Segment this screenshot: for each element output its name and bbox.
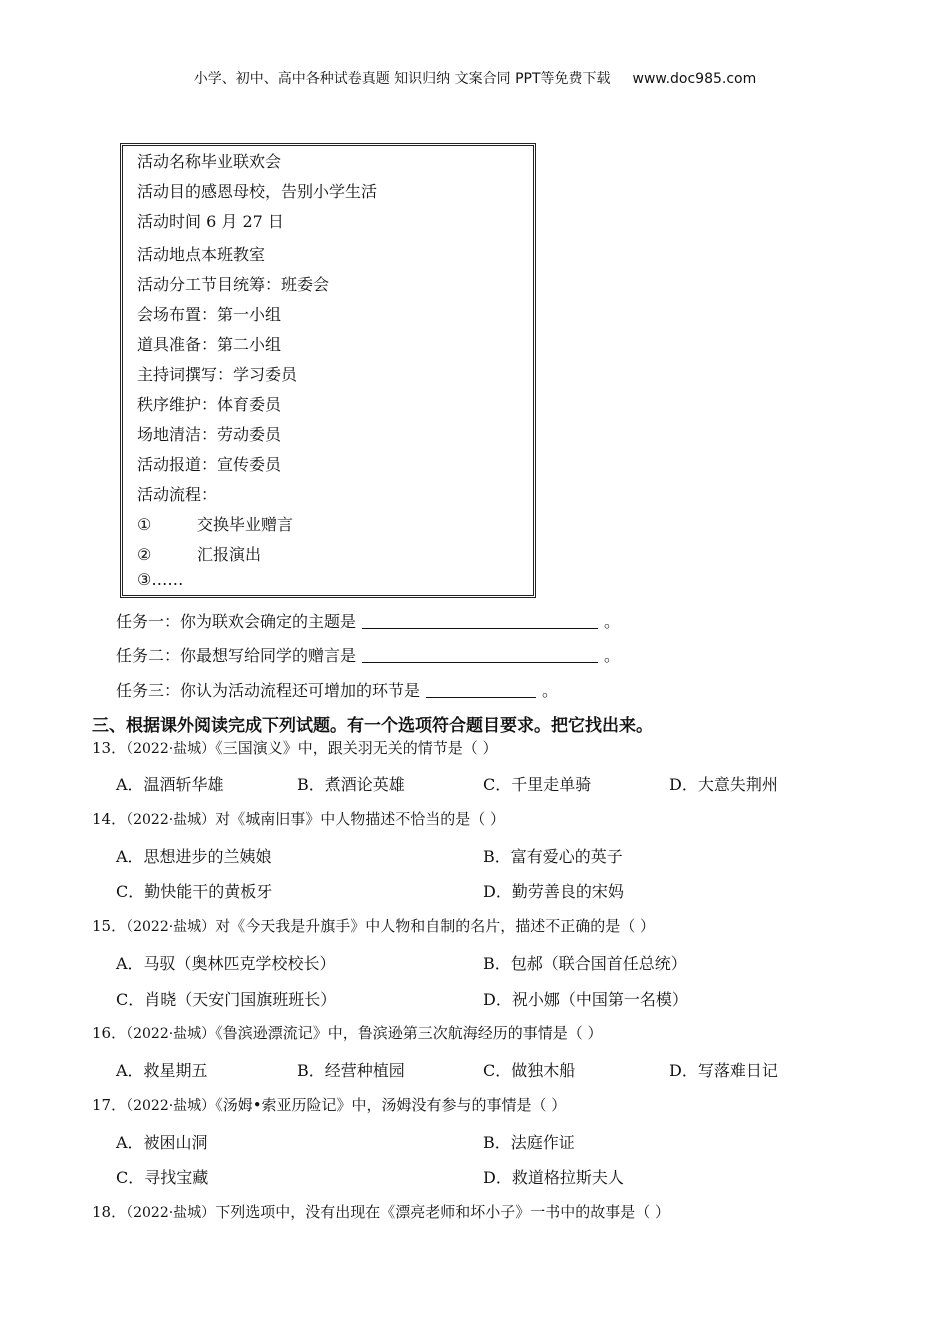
option[interactable]: B．富有爱心的英子 bbox=[483, 847, 623, 866]
flow-number: ② bbox=[137, 545, 152, 564]
box-line: 活动流程： bbox=[137, 485, 218, 504]
task-3 bbox=[116, 678, 558, 701]
task-label: 任务三：你认为活动流程还可增加的环节是 bbox=[116, 681, 421, 700]
option[interactable]: B．经营种植园 bbox=[297, 1061, 405, 1080]
option[interactable]: C．做独木船 bbox=[483, 1061, 576, 1080]
option[interactable]: A．被困山洞 bbox=[116, 1133, 208, 1152]
question-source: （2022·盐城） bbox=[126, 741, 216, 757]
option[interactable]: D．救道格拉斯夫人 bbox=[483, 1168, 624, 1187]
option[interactable]: A．马驭（奥林匹克学校校长） bbox=[116, 954, 336, 973]
option[interactable]: A．救星期五 bbox=[116, 1061, 208, 1080]
question-number: 14． bbox=[92, 810, 127, 828]
box-line: 活动分工节目统筹：班委会 bbox=[137, 275, 330, 294]
task-label: 任务一：你为联欢会确定的主题是 bbox=[116, 612, 357, 631]
option[interactable]: C．千里走单骑 bbox=[483, 775, 592, 794]
flow-text: 汇报演出 bbox=[197, 545, 262, 564]
task-label: 任务二：你最想写给同学的赠言是 bbox=[116, 646, 357, 665]
question-source: （2022·盐城） bbox=[126, 1098, 216, 1114]
box-line: 场地清洁：劳动委员 bbox=[137, 425, 282, 444]
question-14 bbox=[92, 808, 505, 829]
question-15 bbox=[92, 915, 655, 936]
question-text: 对《今天我是升旗手》中人物和自制的名片，描述不正确的是（ ） bbox=[215, 917, 655, 935]
flow-item bbox=[137, 542, 261, 565]
option[interactable]: A．温酒斩华雄 bbox=[116, 775, 224, 794]
question-source: （2022·盐城） bbox=[126, 1205, 216, 1221]
option[interactable]: C．寻找宝藏 bbox=[116, 1168, 209, 1187]
task-end: 。 bbox=[604, 612, 621, 631]
question-text: 《三国演义》中，跟关羽无关的情节是（ ） bbox=[215, 739, 498, 757]
question-text: 《汤姆•索亚历险记》中，汤姆没有参与的事情是（ ） bbox=[215, 1096, 567, 1114]
option[interactable]: B．煮酒论英雄 bbox=[297, 775, 405, 794]
answer-blank[interactable] bbox=[362, 646, 598, 663]
flow-number: ③…… bbox=[137, 570, 184, 589]
header-url[interactable]: www.doc985.com bbox=[632, 71, 757, 87]
header-text: 小学、初中、高中各种试卷真题 知识归纳 文案合同 PPT等免费下载 bbox=[193, 71, 611, 87]
question-number: 15． bbox=[92, 917, 127, 935]
flow-item bbox=[137, 570, 183, 589]
option[interactable]: C．肖晓（天安门国旗班班长） bbox=[116, 990, 337, 1009]
box-line: 活动报道：宣传委员 bbox=[137, 455, 282, 474]
option[interactable]: D．写落难日记 bbox=[669, 1061, 778, 1080]
answer-blank[interactable] bbox=[362, 612, 598, 629]
question-number: 17． bbox=[92, 1096, 127, 1114]
question-source: （2022·盐城） bbox=[126, 812, 216, 828]
task-1 bbox=[116, 609, 620, 632]
box-line: 活动时间 6 月 27 日 bbox=[137, 212, 284, 231]
option[interactable]: B．包郝（联合国首任总统） bbox=[483, 954, 687, 973]
question-13 bbox=[92, 737, 497, 758]
flow-item bbox=[137, 512, 293, 535]
task-2 bbox=[116, 643, 620, 666]
question-text: 下列选项中，没有出现在《漂亮老师和坏小子》一书中的故事是（ ） bbox=[215, 1203, 670, 1221]
box-line: 秩序维护：体育委员 bbox=[137, 395, 282, 414]
option[interactable]: D．祝小娜（中国第一名模） bbox=[483, 990, 688, 1009]
question-source: （2022·盐城） bbox=[126, 1026, 216, 1042]
box-line: 道具准备：第二小组 bbox=[137, 335, 282, 354]
question-number: 13． bbox=[92, 739, 127, 757]
activity-plan-box bbox=[120, 143, 536, 598]
question-18 bbox=[92, 1201, 670, 1222]
box-line: 活动名称毕业联欢会 bbox=[137, 152, 282, 171]
question-number: 18． bbox=[92, 1203, 127, 1221]
question-number: 16． bbox=[92, 1024, 127, 1042]
task-end: 。 bbox=[542, 681, 559, 700]
box-line: 活动地点本班教室 bbox=[137, 245, 266, 264]
box-line: 活动目的感恩母校，告别小学生活 bbox=[137, 182, 378, 201]
question-text: 对《城南旧事》中人物描述不恰当的是（ ） bbox=[215, 810, 505, 828]
task-end: 。 bbox=[604, 646, 621, 665]
option[interactable]: C．勤快能干的黄板牙 bbox=[116, 882, 273, 901]
option[interactable]: B．法庭作证 bbox=[483, 1133, 575, 1152]
page-header bbox=[0, 68, 950, 88]
question-source: （2022·盐城） bbox=[126, 919, 216, 935]
option[interactable]: A．思想进步的兰姨娘 bbox=[116, 847, 272, 866]
option[interactable]: D．大意失荆州 bbox=[669, 775, 778, 794]
answer-blank[interactable] bbox=[426, 681, 536, 698]
section-title: 三、根据课外阅读完成下列试题。有一个选项符合题目要求。把它找出来。 bbox=[92, 716, 653, 736]
box-line: 会场布置：第一小组 bbox=[137, 305, 282, 324]
flow-text: 交换毕业赠言 bbox=[197, 515, 294, 534]
flow-number: ① bbox=[137, 515, 152, 534]
option[interactable]: D．勤劳善良的宋妈 bbox=[483, 882, 624, 901]
box-line: 主持词撰写：学习委员 bbox=[137, 365, 298, 384]
question-16 bbox=[92, 1022, 602, 1043]
question-text: 《鲁滨逊漂流记》中，鲁滨逊第三次航海经历的事情是（ ） bbox=[215, 1024, 603, 1042]
question-17 bbox=[92, 1094, 566, 1115]
